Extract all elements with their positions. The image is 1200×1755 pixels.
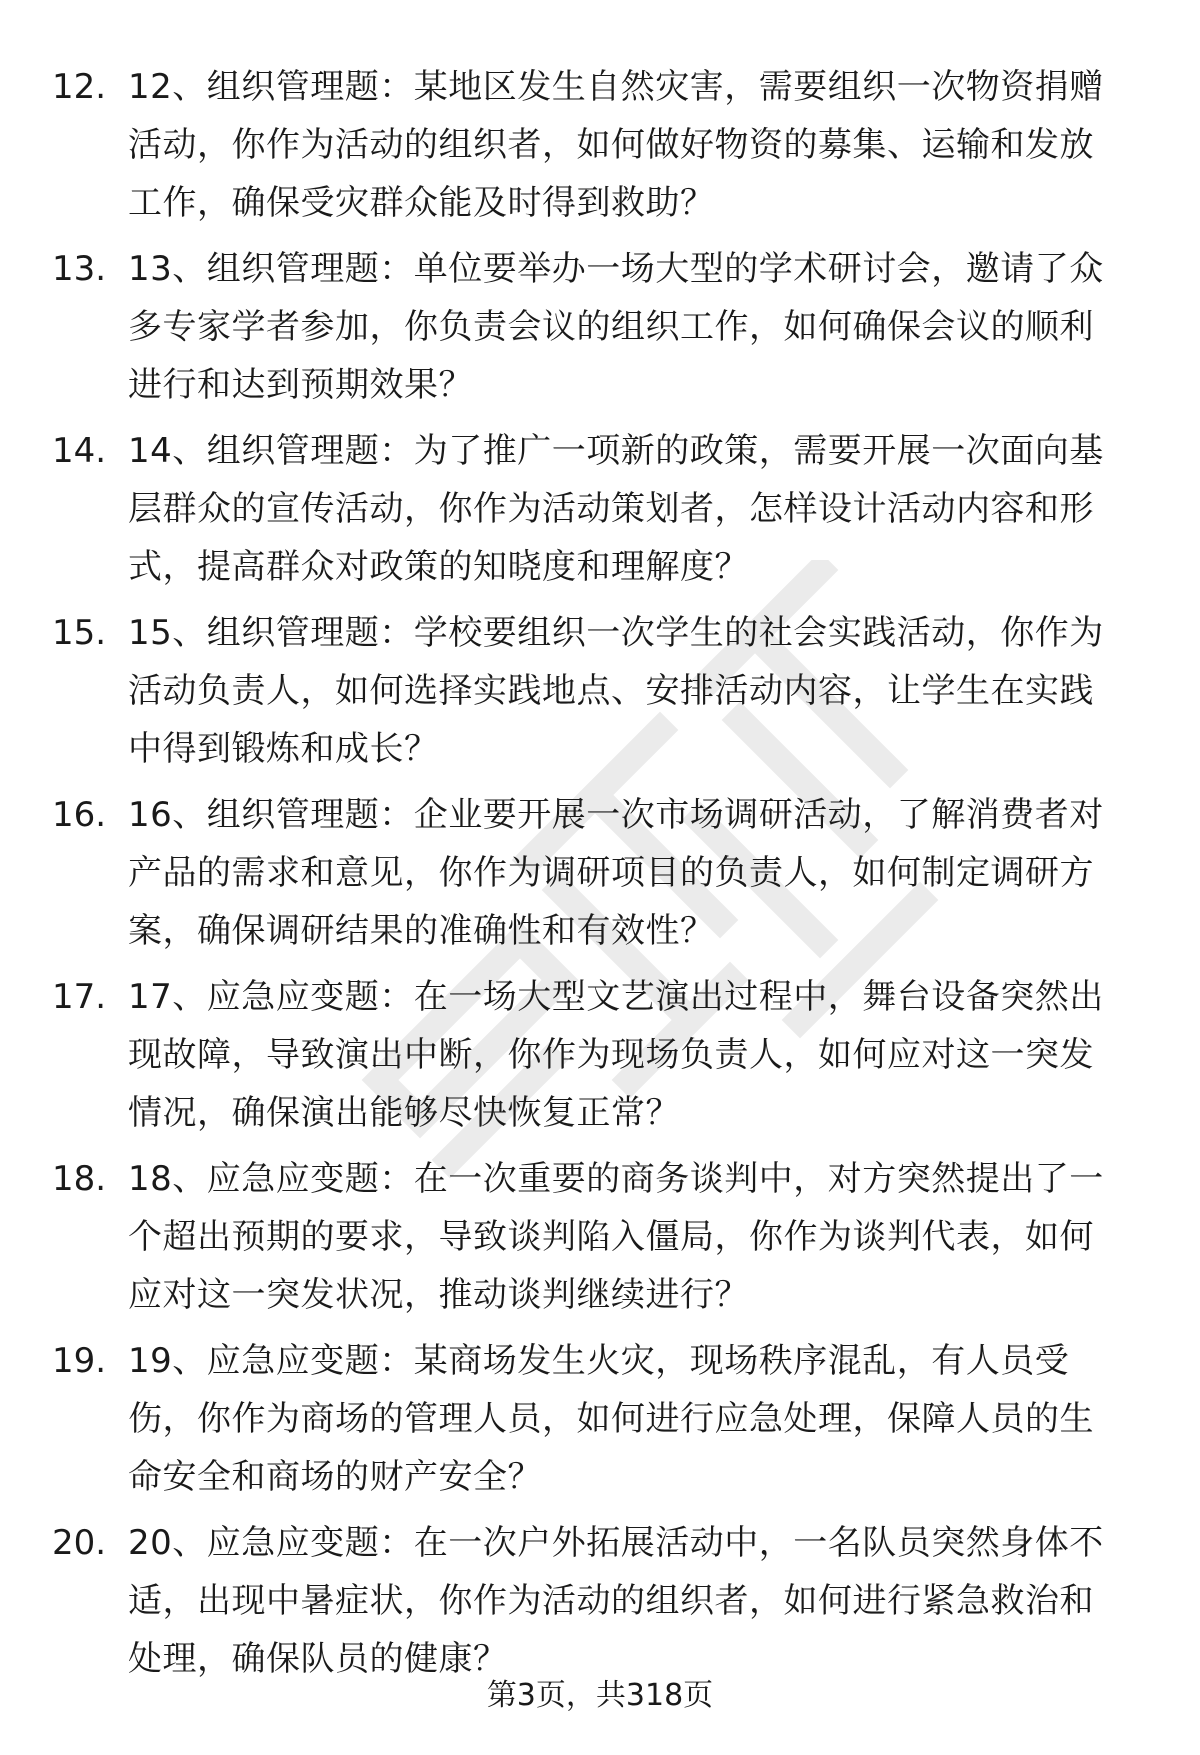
question-number: 15. [52, 613, 107, 653]
question-item [52, 1332, 1152, 1514]
question-text: 15、组织管理题：学校要组织一次学生的社会实践活动，你作为活动负责人，如何选择实践地点、安排活动内容，让学生在实践中得到锻炼和成长？ [128, 613, 1104, 769]
question-text: 18、应急应变题：在一次重要的商务谈判中，对方突然提出了一个超出预期的要求，导致谈判陷入僵局，你作为谈判代表，如何应对这一突发状况，推动谈判继续进行？ [128, 1159, 1104, 1315]
question-number: 13. [52, 249, 107, 289]
question-number: 20. [52, 1523, 107, 1563]
question-text: 13、组织管理题：单位要举办一场大型的学术研讨会，邀请了众多专家学者参加，你负责会议的组织工作，如何确保会议的顺利进行和达到预期效果？ [128, 249, 1104, 405]
question-number: 19. [52, 1341, 107, 1381]
question-text: 16、组织管理题：企业要开展一次市场调研活动，了解消费者对产品的需求和意见，你作为调研项目的负责人，如何制定调研方案，确保调研结果的准确性和有效性？ [128, 795, 1104, 951]
question-item [52, 58, 1152, 240]
question-item [52, 422, 1152, 604]
question-number: 16. [52, 795, 107, 835]
page-number-footer: 第3页，共318页 [486, 1678, 714, 1713]
question-item [52, 1514, 1152, 1696]
question-list [52, 58, 1152, 1696]
question-number: 14. [52, 431, 107, 471]
question-text: 12、组织管理题：某地区发生自然灾害，需要组织一次物资捐赠活动，你作为活动的组织者，如何做好物资的募集、运输和发放工作，确保受灾群众能及时得到救助？ [128, 67, 1104, 223]
question-item [52, 1150, 1152, 1332]
question-item [52, 968, 1152, 1150]
question-item [52, 604, 1152, 786]
question-number: 18. [52, 1159, 107, 1199]
question-number: 17. [52, 977, 107, 1017]
question-text: 17、应急应变题：在一场大型文艺演出过程中，舞台设备突然出现故障，导致演出中断，你作为现场负责人，如何应对这一突发情况，确保演出能够尽快恢复正常？ [128, 977, 1104, 1133]
question-text: 14、组织管理题：为了推广一项新的政策，需要开展一次面向基层群众的宣传活动，你作为活动策划者，怎样设计活动内容和形式，提高群众对政策的知晓度和理解度？ [128, 431, 1104, 587]
question-number: 12. [52, 67, 107, 107]
question-item [52, 240, 1152, 422]
question-text: 19、应急应变题：某商场发生火灾，现场秩序混乱，有人员受伤，你作为商场的管理人员，如何进行应急处理，保障人员的生命安全和商场的财产安全？ [128, 1341, 1094, 1497]
question-text: 20、应急应变题：在一次户外拓展活动中，一名队员突然身体不适，出现中暑症状，你作为活动的组织者，如何进行紧急救治和处理，确保队员的健康？ [128, 1523, 1104, 1679]
question-item [52, 786, 1152, 968]
